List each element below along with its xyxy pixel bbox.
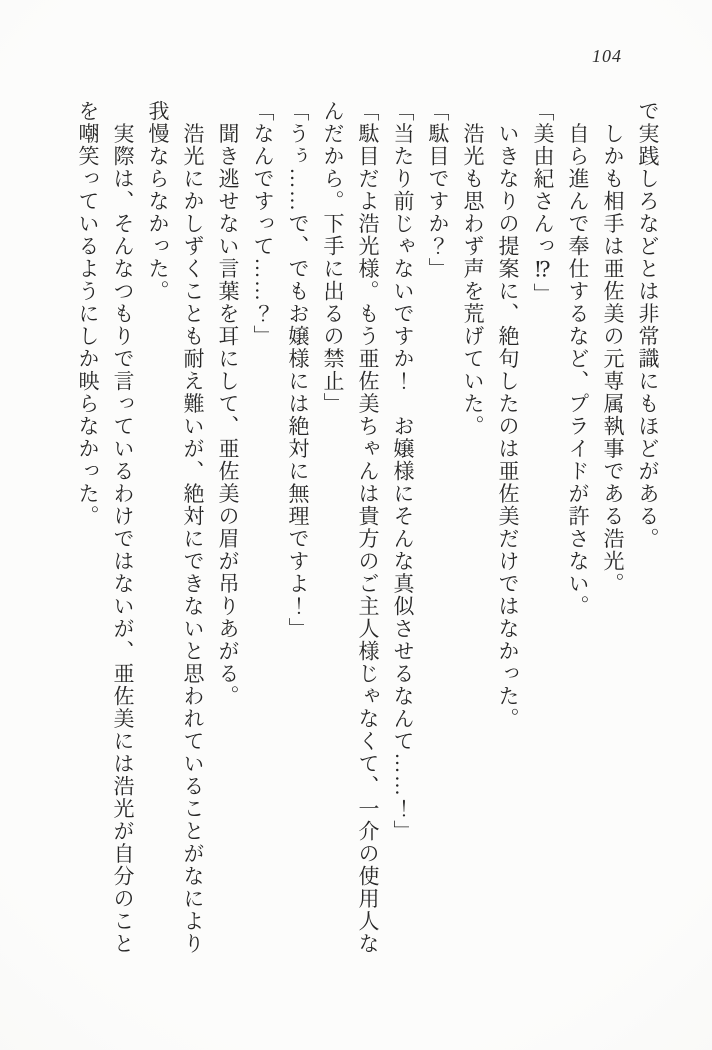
text-line: 実際は、そんなつもりで言っているわけではないが、亜佐美には浩光が自分のこと (111, 100, 135, 955)
text-line: 「当たり前じゃないですか！ お嬢様にそんな真似させるなんて……！」 (391, 100, 415, 843)
text-line: しかも相手は亜佐美の元専属執事である浩光。 (601, 100, 625, 595)
text-line: 「なんですって……？」 (251, 100, 275, 348)
text-line: 「駄目ですか？」 (426, 100, 450, 280)
page-number: 104 (592, 46, 622, 66)
text-line: 我慢ならなかった。 (146, 100, 170, 303)
text-line: んだから。下手に出るの禁止」 (321, 100, 345, 415)
text-line: 浩光にかしずくことも耐え難いが、絶対にできないと思われていることがなにより (181, 100, 205, 955)
text-line: いきなりの提案に、絶句したのは亜佐美だけではなかった。 (496, 100, 520, 730)
text-line: 浩光も思わず声を荒げていた。 (461, 100, 485, 438)
text-line: を嘲笑っているようにしか映らなかった。 (76, 100, 100, 528)
text-line: で実践しろなどとは非常識にもほどがある。 (636, 100, 660, 550)
text-body (70, 100, 665, 966)
text-line: 「美由紀さんっ⁉」 (531, 100, 555, 306)
text-line: 聞き逃せない言葉を耳にして、亜佐美の眉が吊りあがる。 (216, 100, 240, 708)
text-line: 自ら進んで奉仕するなど、プライドが許さない。 (566, 100, 590, 618)
text-line: 「駄目だよ浩光様。もう亜佐美ちゃんは貴方のご主人様じゃなくて、一介の使用人な (356, 100, 380, 955)
text-line: 「うぅ……で、でもお嬢様には絶対に無理ですよ！」 (286, 100, 310, 640)
